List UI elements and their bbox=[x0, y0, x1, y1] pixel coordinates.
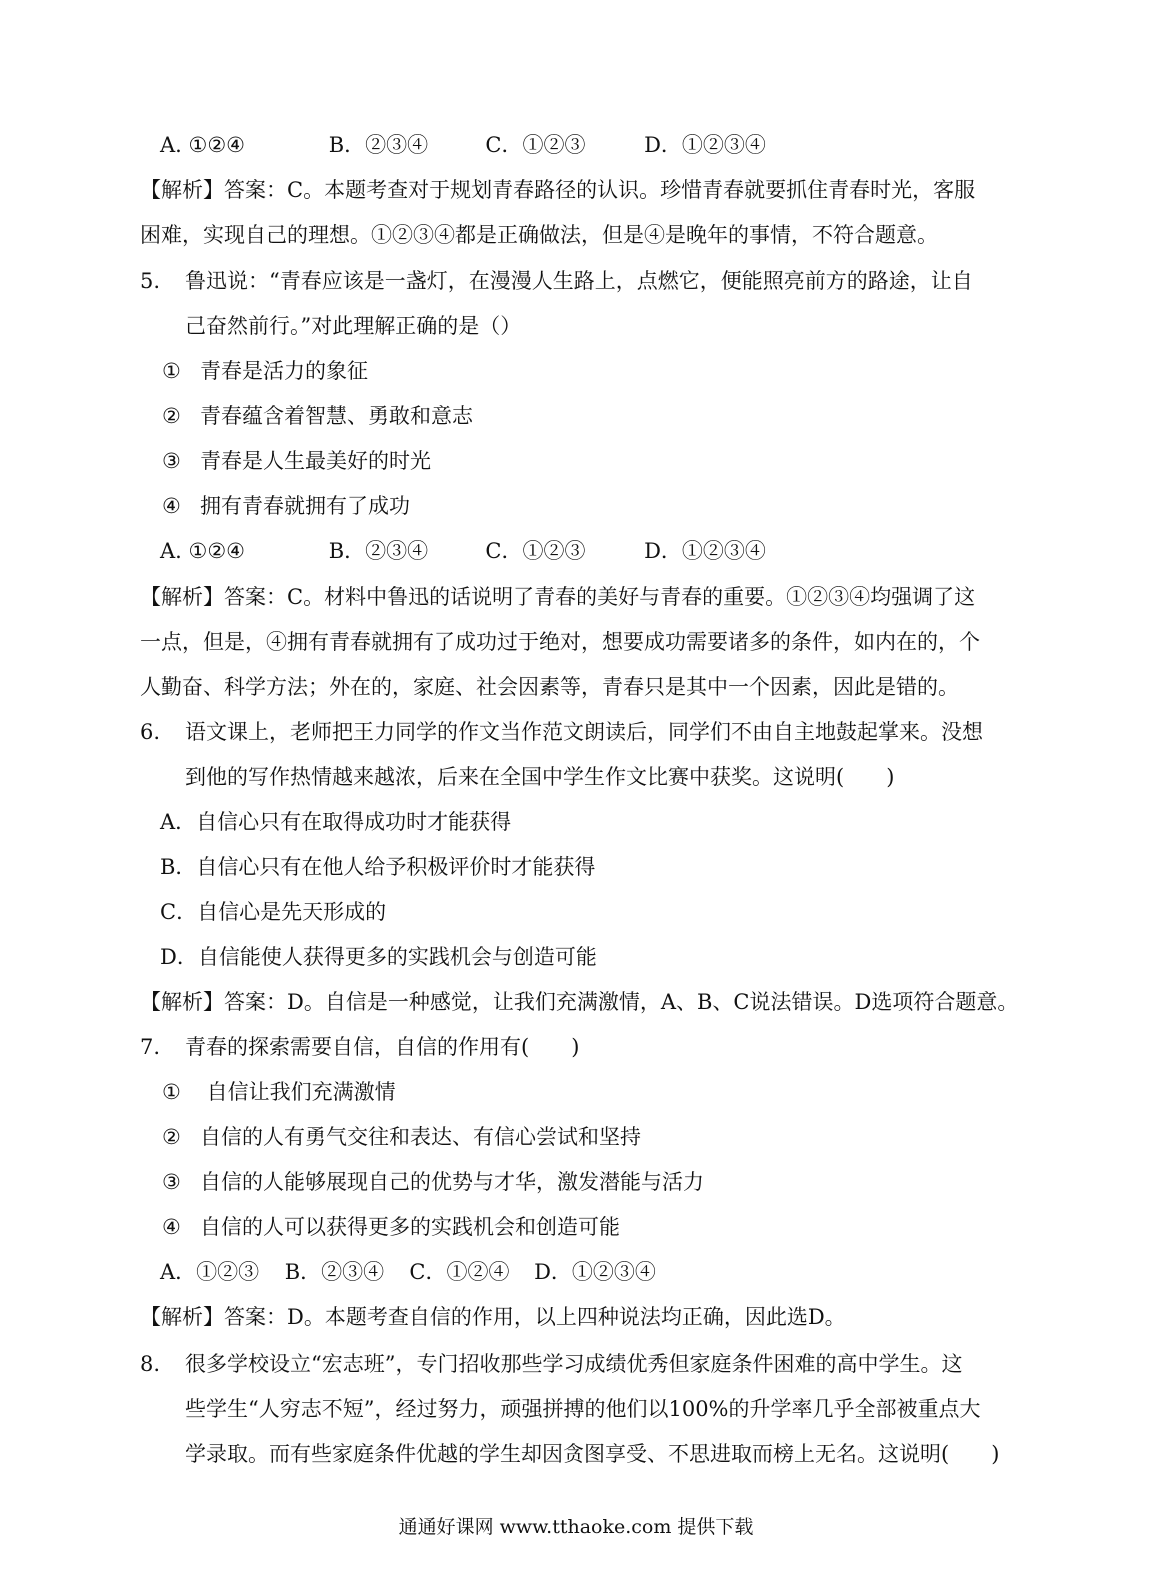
q5-stem-line2: 己奋然前行。”对此理解正确的是（） bbox=[185, 314, 522, 338]
q5-item-4 bbox=[162, 491, 410, 521]
item-text: 青春是活力的象征 bbox=[200, 359, 368, 383]
q4-analysis-line1 bbox=[140, 175, 975, 205]
analysis-label: 【解析】 bbox=[140, 990, 224, 1014]
q8-stem-line1: 很多学校设立“宏志班”，专门招收那些学习成绩优秀但家庭条件困难的高中学生。这 bbox=[185, 1352, 963, 1376]
q7-option-c: C．①②④ bbox=[409, 1260, 510, 1284]
q7-stem-line1: 青春的探索需要自信，自信的作用有( ) bbox=[185, 1035, 580, 1059]
q7-analysis-line1 bbox=[140, 1302, 846, 1332]
q7-item-2 bbox=[162, 1122, 641, 1152]
q6-option-b: B．自信心只有在他人给予积极评价时才能获得 bbox=[160, 855, 596, 879]
q6-option-c: C．自信心是先天形成的 bbox=[160, 900, 387, 924]
q7-item-3 bbox=[162, 1167, 704, 1197]
item-mark: ② bbox=[162, 404, 181, 428]
item-mark: ③ bbox=[162, 449, 181, 473]
q5-options bbox=[160, 536, 766, 566]
item-mark: ① bbox=[162, 359, 181, 383]
item-text: 青春蕴含着智慧、勇敢和意志 bbox=[200, 404, 473, 428]
q7-item-1 bbox=[162, 1077, 396, 1107]
analysis-label: 【解析】 bbox=[140, 178, 224, 202]
q7-option-a: A．①②③ bbox=[160, 1260, 260, 1284]
q7-options bbox=[160, 1257, 656, 1287]
page-footer: 通通好课网 www.tthaoke.com 提供下载 bbox=[398, 1516, 754, 1538]
q5-analysis-line2: 一点，但是，④拥有青春就拥有了成功过于绝对，想要成功需要诸多的条件，如内在的，个 bbox=[140, 630, 980, 654]
q4-option-c: C．①②③ bbox=[485, 133, 586, 157]
item-text: 自信的人可以获得更多的实践机会和创造可能 bbox=[200, 1215, 620, 1239]
q8-stem-line2: 些学生“人穷志不短”，经过努力，顽强拼搏的他们以100%的升学率几乎全部被重点大 bbox=[185, 1397, 981, 1421]
q5-item-1 bbox=[162, 356, 368, 386]
q7-option-b: B．②③④ bbox=[284, 1260, 385, 1284]
q5-analysis-line3: 人勤奋、科学方法；外在的，家庭、社会因素等，青春只是其中一个因素，因此是错的。 bbox=[140, 675, 959, 699]
q5-analysis-text1: 答案：C。材料中鲁迅的话说明了青春的美好与青春的重要。①②③④均强调了这 bbox=[224, 585, 976, 609]
item-mark: ④ bbox=[162, 1215, 181, 1239]
q6-number: 6. bbox=[140, 720, 161, 744]
item-text: 拥有青春就拥有了成功 bbox=[200, 494, 410, 518]
q5-option-c: C．①②③ bbox=[485, 539, 586, 563]
q7-item-4 bbox=[162, 1212, 620, 1242]
q4-option-d: D．①②③④ bbox=[644, 133, 766, 157]
q4-option-a: A. ①②④ bbox=[160, 133, 245, 157]
item-text: 自信让我们充满激情 bbox=[200, 1080, 396, 1104]
q5-stem-line1: 鲁迅说：“青春应该是一盏灯，在漫漫人生路上，点燃它，便能照亮前方的路途，让自 bbox=[185, 269, 973, 293]
q8-stem-line3: 学录取。而有些家庭条件优越的学生却因贪图享受、不思进取而榜上无名。这说明( ) bbox=[185, 1442, 1000, 1466]
analysis-label: 【解析】 bbox=[140, 585, 224, 609]
q7-number: 7. bbox=[140, 1035, 161, 1059]
q4-option-b: B．②③④ bbox=[328, 133, 429, 157]
q6-stem-line1: 语文课上，老师把王力同学的作文当作范文朗读后，同学们不由自主地鼓起掌来。没想 bbox=[185, 720, 983, 744]
analysis-label: 【解析】 bbox=[140, 1305, 224, 1329]
q6-analysis-text1: 答案：D。自信是一种感觉，让我们充满激情，A、B、C说法错误。D选项符合题意。 bbox=[224, 990, 1019, 1014]
item-mark: ③ bbox=[162, 1170, 181, 1194]
q5-option-d: D．①②③④ bbox=[644, 539, 766, 563]
q5-item-2 bbox=[162, 401, 473, 431]
q4-analysis-line2: 困难，实现自己的理想。①②③④都是正确做法，但是④是晚年的事情，不符合题意。 bbox=[140, 223, 938, 247]
item-text: 自信的人有勇气交往和表达、有信心尝试和坚持 bbox=[200, 1125, 641, 1149]
item-text: 青春是人生最美好的时光 bbox=[200, 449, 431, 473]
q7-analysis-text1: 答案：D。本题考查自信的作用，以上四种说法均正确，因此选D。 bbox=[224, 1305, 846, 1329]
q8-number: 8. bbox=[140, 1352, 161, 1376]
q5-option-b: B．②③④ bbox=[328, 539, 429, 563]
item-mark: ① bbox=[162, 1080, 181, 1104]
q7-option-d: D．①②③④ bbox=[534, 1260, 656, 1284]
item-mark: ② bbox=[162, 1125, 181, 1149]
q6-option-a: A．自信心只有在取得成功时才能获得 bbox=[160, 810, 512, 834]
q6-stem-line2: 到他的写作热情越来越浓，后来在全国中学生作文比赛中获奖。这说明( ) bbox=[185, 765, 895, 789]
q5-analysis-line1 bbox=[140, 582, 975, 612]
q5-number: 5. bbox=[140, 269, 161, 293]
q5-option-a: A. ①②④ bbox=[160, 539, 245, 563]
q5-item-3 bbox=[162, 446, 431, 476]
q4-analysis-text1: 答案：C。本题考查对于规划青春路径的认识。珍惜青春就要抓住青春时光，客服 bbox=[224, 178, 976, 202]
item-mark: ④ bbox=[162, 494, 181, 518]
q6-option-d: D．自信能使人获得更多的实践机会与创造可能 bbox=[160, 945, 597, 969]
q4-options bbox=[160, 130, 766, 160]
item-text: 自信的人能够展现自己的优势与才华，激发潜能与活力 bbox=[200, 1170, 704, 1194]
q6-analysis-line1 bbox=[140, 987, 1018, 1017]
